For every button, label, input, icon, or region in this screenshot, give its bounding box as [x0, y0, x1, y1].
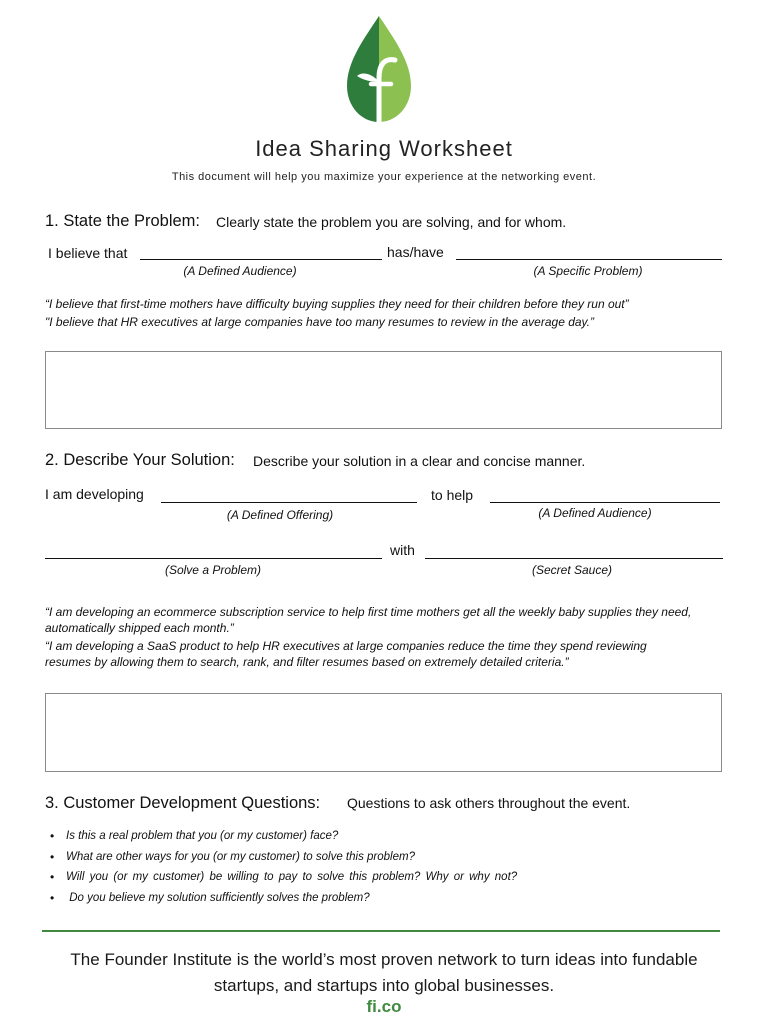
offering-field-line[interactable]: [161, 502, 417, 503]
problem-caption: (A Specific Problem): [533, 264, 643, 278]
has-have-label: has/have: [387, 244, 444, 260]
secret-sauce-field-line[interactable]: [425, 558, 723, 559]
section2-example-1: “I am developing an ecommerce subscription service to help first time mothers get all the weekly baby supplies they need, automatically shipped each month.”: [45, 605, 692, 635]
list-item: • Will you (or my customer) be willing to pay to solve this problem? Why or why not?: [44, 867, 544, 888]
section3-description: Questions to ask others throughout the event.: [347, 795, 631, 811]
section2-heading: 2. Describe Your Solution:: [45, 451, 235, 469]
section3-heading: 3. Customer Development Questions:: [45, 794, 321, 812]
audience2-field-line[interactable]: [490, 502, 720, 503]
with-label: with: [390, 542, 415, 558]
section2-example-2: “I am developing a SaaS product to help HR executives at large companies reduce the time they spend reviewing resumes by allowing them to search, rank, and filter resumes based on extremely detailed criteria.”: [45, 639, 647, 669]
audience-field-line[interactable]: [140, 259, 382, 260]
leaf-f-logo-icon: [345, 14, 413, 124]
offering-caption: (A Defined Offering): [226, 508, 334, 522]
question-list: [44, 826, 544, 908]
solve-problem-caption: (Solve a Problem): [164, 563, 262, 577]
solve-problem-field-line[interactable]: [45, 558, 382, 559]
problem-answer-box[interactable]: [45, 351, 722, 429]
to-help-label: to help: [431, 487, 474, 503]
section1-heading: 1. State the Problem:: [45, 212, 201, 230]
footer-link[interactable]: fi.co: [366, 997, 402, 1016]
section2-description: Describe your solution in a clear and concise manner.: [253, 453, 586, 469]
audience-caption: (A Defined Audience): [183, 264, 297, 278]
secret-sauce-caption: (Secret Sauce): [531, 563, 613, 577]
section1-example-1: “I believe that first-time mothers have difficulty buying supplies they need for their children before they run out”: [45, 297, 629, 311]
section1-description: Clearly state the problem you are solving, and for whom.: [216, 214, 567, 230]
footer-divider: [42, 930, 720, 932]
problem-field-line[interactable]: [456, 259, 722, 260]
developing-label: I am developing: [45, 486, 144, 502]
list-item: • What are other ways for you (or my customer) to solve this problem?: [44, 847, 544, 868]
section1-example-2: "I believe that HR executives at large companies have too many resumes to review in the average day.”: [45, 315, 594, 329]
list-item: • Is this a real problem that you (or my customer) face?: [44, 826, 544, 847]
believe-label: I believe that: [48, 245, 128, 261]
list-item: • Do you believe my solution sufficiently solves the problem?: [44, 888, 544, 909]
audience2-caption: (A Defined Audience): [538, 506, 652, 520]
solution-answer-box[interactable]: [45, 693, 722, 772]
footer-text: The Founder Institute is the world’s most proven network to turn ideas into fundable startups, and startups into global businesses.: [70, 950, 698, 995]
page-title: Idea Sharing Worksheet: [255, 136, 513, 161]
page-subtitle: This document will help you maximize your experience at the networking event.: [171, 171, 597, 183]
